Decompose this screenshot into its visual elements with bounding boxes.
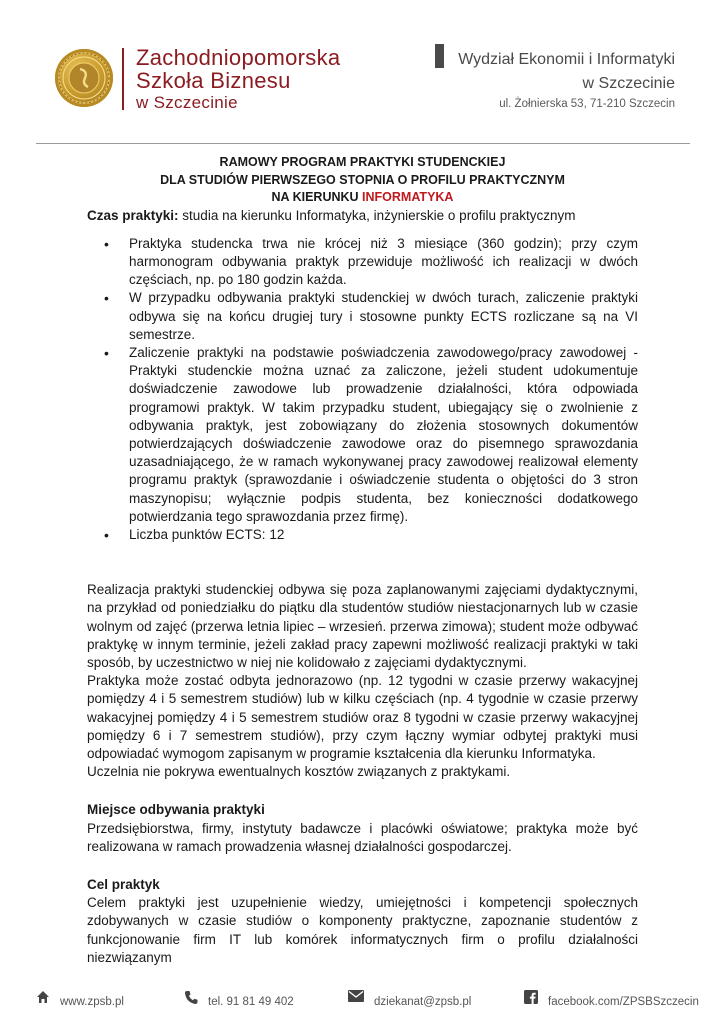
- list-item: • Zaliczenie praktyki na podstawie poświadczenia zawodowego/pracy zawodowej - Praktyki studenckie można uznać za zaliczone, jeżeli student udokumentuje doświadczenie zawodowe lub prowadzenie działalności, która odpowiada programowi praktyk. W takim przypadku student, ubiegający się o zwolnienie z odbywania praktyk, jest zobowiązany do złożenia stosownych dokumentów potwierdzających doświadczenie zawodowe oraz do pisemnego sprawozdania uzasadniającego, że w ramach wykonywanej pracy zawodowej realizował elementy programu praktyk (sprawozdanie i oświadczenie studenta o objętości do 3 stron maszynopisu; wyłącznie podpis studenta, bez konieczności dodatkowego potwierdzania tego sprawozdania przez firmę).: [87, 344, 638, 526]
- page-footer: [0, 986, 725, 1016]
- goal-heading: Cel praktyk: [87, 877, 160, 892]
- title-field-highlight: INFORMATYKA: [362, 190, 454, 204]
- realization-paragraph-2: Praktyka może zostać odbyta jednorazowo (np. 12 tygodni w czasie przerwy wakacyjnej pomiędzy 4 i 5 semestrem studiów) lub w kilku częściach (np. 4 tygodnie w czasie przerwy wakacyjnej pomiędzy 4 i 5 semestrem studiów oraz 8 tygodni w czasie przerwy wakacyjnej pomiędzy 6 i 7 semestrem studiów), przy czym łączny wymiar odbytej praktyki musi odpowiadać wymogom zapisanym w programie kształcenia dla kierunku Informatyka.: [87, 673, 638, 761]
- footer-email-text: dziekanat@zpsb.pl: [374, 996, 472, 1008]
- faculty-line2: w Szczecinie: [582, 75, 675, 92]
- school-name-line3: w Szczecinie: [136, 93, 238, 112]
- school-name: [136, 46, 340, 113]
- duration-line: [87, 207, 638, 225]
- school-name-line1: Zachodniopomorska: [136, 45, 341, 70]
- school-name-line2: Szkoła Biznesu: [136, 68, 291, 93]
- list-item: • W przypadku odbywania praktyki studenckiej w dwóch turach, zaliczenie praktyki odbywa się na końcu drugiej tury i stosowne punkty ECTS rozliczane są na VI semestrze.: [87, 289, 638, 344]
- faculty-line1: Wydział Ekonomii i Informatyki: [458, 51, 675, 68]
- document-body: [87, 154, 638, 967]
- footer-facebook-text: facebook.com/ZPSBSzczecin: [548, 996, 699, 1008]
- list-item: • Liczba punktów ECTS: 12: [87, 526, 638, 544]
- title-line3-prefix: NA KIERUNKU: [271, 190, 363, 204]
- place-heading: Miejsce odbywania praktyki: [87, 802, 265, 818]
- duration-text: studia na kierunku Informatyka, inżynierskie o profilu praktycznym: [178, 207, 576, 223]
- title-line1: RAMOWY PROGRAM PRAKTYKI STUDENCKIEJ: [219, 155, 506, 169]
- duration-bullet-list: [87, 235, 638, 544]
- page-header: [0, 0, 725, 145]
- place-text: Przedsiębiorstwa, firmy, instytuty badawcze i placówki oświatowe; praktyka może być realizowana w ramach prowadzenia własnej działalności gospodarczej.: [87, 820, 638, 854]
- title-line2: DLA STUDIÓW PIERWSZEGO STOPNIA O PROFILU PRAKTYCZNYM: [160, 172, 565, 187]
- faculty-marker: [435, 44, 444, 68]
- title-line3: [87, 189, 638, 207]
- footer-phone-text: tel. 91 81 49 402: [208, 996, 294, 1008]
- realization-paragraph-3: Uczelnia nie pokrywa ewentualnych kosztów związanych z praktykami.: [87, 764, 511, 780]
- logo-divider: [122, 48, 124, 110]
- list-item: • Praktyka studencka trwa nie krócej niż 3 miesiące (360 godzin); przy czym harmonogram odbywania praktyk przewiduje możliwość ich realizacji w dwóch częściach, np. po 180 godzin każda.: [87, 235, 638, 290]
- school-seal-logo: [55, 49, 113, 107]
- faculty-name: [458, 48, 675, 96]
- duration-label: Czas praktyki:: [87, 207, 179, 223]
- seal-emblem-icon: [55, 49, 113, 107]
- realization-paragraph-1: Realizacja praktyki studenckiej odbywa się poza zaplanowanymi zajęciami dydaktycznymi, na przykład od poniedziałku do piątku dla studentów studiów niestacjonarnych lub w czasie wolnym od zajęć (przerwa letnia lipiec – wrzesień. przerwa zimowa); student może odbywać praktykę w innym terminie, jeżeli zakład pracy zapewni możliwość realizacji praktyki w taki sposób, by uczestnictwo w niej nie kolidowało z zajęciami dydaktycznymi.: [87, 582, 638, 670]
- phone-icon: [184, 990, 198, 1005]
- document-title: [87, 154, 638, 207]
- header-divider: [36, 143, 690, 144]
- faculty-address: ul. Żołnierska 53, 71-210 Szczecin: [499, 98, 675, 110]
- facebook-icon: [524, 990, 538, 1004]
- envelope-icon: [348, 990, 364, 1002]
- home-icon: [36, 990, 50, 1004]
- goal-text: Celem praktyki jest uzupełnienie wiedzy, umiejętności i kompetencji społecznych zdobywanych w czasie studiów o komponenty praktyczne, zapoznanie studentów z funkcjonowanie firm IT lub komórek informatycznych firm o profilu działalności niezwiązanym: [87, 895, 638, 965]
- footer-website-text: www.zpsb.pl: [60, 996, 124, 1008]
